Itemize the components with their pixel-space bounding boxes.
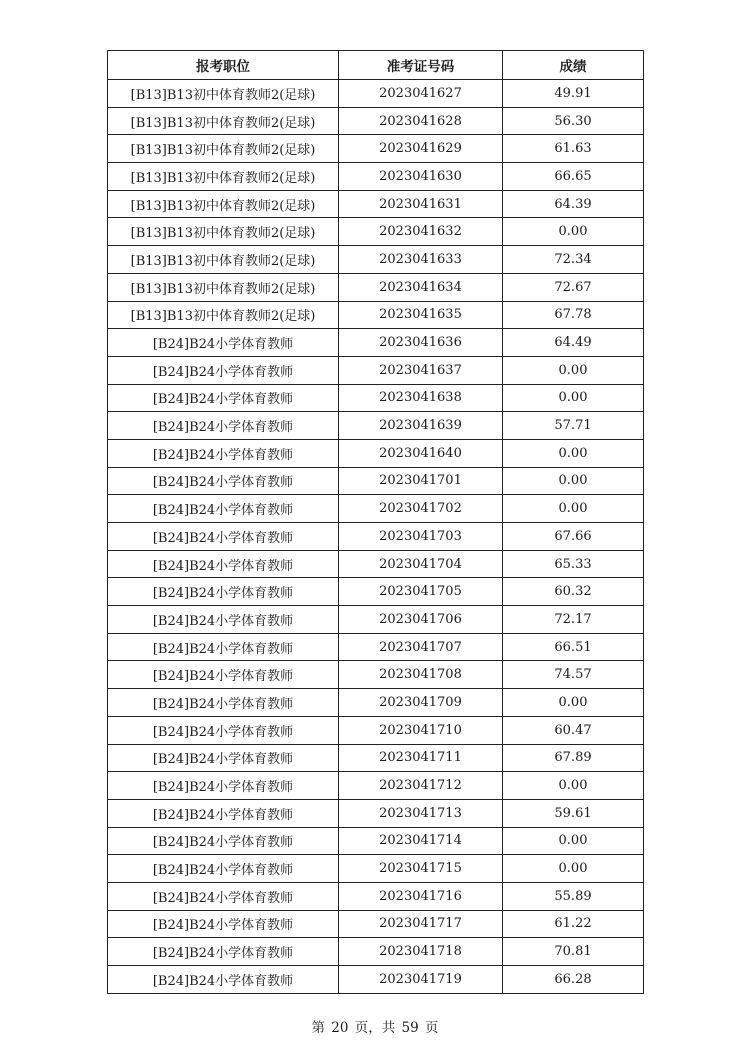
table-row <box>108 523 644 551</box>
cell-position: [B24]B24小学体育教师 <box>108 744 339 772</box>
cell-admission-number: 2023041633 <box>339 246 503 274</box>
table-row <box>108 882 644 910</box>
table-row <box>108 855 644 883</box>
cell-admission-number: 2023041629 <box>339 135 503 163</box>
cell-admission-number: 2023041711 <box>339 744 503 772</box>
cell-score: 72.34 <box>503 246 644 274</box>
cell-position: [B13]B13初中体育教师2(足球) <box>108 273 339 301</box>
cell-score: 0.00 <box>503 495 644 523</box>
cell-admission-number: 2023041707 <box>339 633 503 661</box>
cell-score: 66.51 <box>503 633 644 661</box>
table-row <box>108 938 644 966</box>
cell-position: [B24]B24小学体育教师 <box>108 384 339 412</box>
cell-position: [B24]B24小学体育教师 <box>108 439 339 467</box>
table-row <box>108 799 644 827</box>
cell-score: 66.28 <box>503 966 644 994</box>
table-row <box>108 606 644 634</box>
cell-position: [B13]B13初中体育教师2(足球) <box>108 80 339 108</box>
cell-admission-number: 2023041709 <box>339 689 503 717</box>
score-table <box>107 50 644 994</box>
table-row <box>108 578 644 606</box>
cell-score: 61.22 <box>503 910 644 938</box>
cell-admission-number: 2023041715 <box>339 855 503 883</box>
cell-position: [B24]B24小学体育教师 <box>108 633 339 661</box>
cell-position: [B24]B24小学体育教师 <box>108 356 339 384</box>
header-position: 报考职位 <box>108 51 339 80</box>
cell-admission-number: 2023041719 <box>339 966 503 994</box>
cell-admission-number: 2023041714 <box>339 827 503 855</box>
cell-score: 0.00 <box>503 218 644 246</box>
cell-score: 0.00 <box>503 439 644 467</box>
cell-admission-number: 2023041705 <box>339 578 503 606</box>
cell-admission-number: 2023041628 <box>339 107 503 135</box>
cell-admission-number: 2023041636 <box>339 329 503 357</box>
table-row <box>108 356 644 384</box>
cell-score: 0.00 <box>503 772 644 800</box>
table-header <box>108 51 644 80</box>
table-row <box>108 246 644 274</box>
cell-position: [B24]B24小学体育教师 <box>108 661 339 689</box>
cell-score: 72.17 <box>503 606 644 634</box>
cell-score: 67.66 <box>503 523 644 551</box>
table-row <box>108 910 644 938</box>
table-row <box>108 689 644 717</box>
table-row <box>108 827 644 855</box>
cell-position: [B24]B24小学体育教师 <box>108 938 339 966</box>
cell-score: 57.71 <box>503 412 644 440</box>
table-row <box>108 495 644 523</box>
cell-score: 64.39 <box>503 190 644 218</box>
cell-position: [B24]B24小学体育教师 <box>108 523 339 551</box>
cell-position: [B24]B24小学体育教师 <box>108 772 339 800</box>
cell-score: 0.00 <box>503 384 644 412</box>
cell-position: [B24]B24小学体育教师 <box>108 855 339 883</box>
cell-position: [B13]B13初中体育教师2(足球) <box>108 107 339 135</box>
table-row <box>108 163 644 191</box>
table-row <box>108 80 644 108</box>
table-row <box>108 633 644 661</box>
cell-score: 0.00 <box>503 855 644 883</box>
table-row <box>108 716 644 744</box>
cell-score: 67.89 <box>503 744 644 772</box>
cell-score: 0.00 <box>503 467 644 495</box>
cell-position: [B24]B24小学体育教师 <box>108 910 339 938</box>
cell-admission-number: 2023041634 <box>339 273 503 301</box>
table-row <box>108 467 644 495</box>
cell-score: 70.81 <box>503 938 644 966</box>
cell-position: [B24]B24小学体育教师 <box>108 689 339 717</box>
cell-score: 56.30 <box>503 107 644 135</box>
cell-score: 74.57 <box>503 661 644 689</box>
table-row <box>108 550 644 578</box>
cell-admission-number: 2023041630 <box>339 163 503 191</box>
cell-admission-number: 2023041638 <box>339 384 503 412</box>
table-row <box>108 412 644 440</box>
cell-position: [B24]B24小学体育教师 <box>108 495 339 523</box>
table-row <box>108 301 644 329</box>
cell-admission-number: 2023041701 <box>339 467 503 495</box>
cell-position: [B13]B13初中体育教师2(足球) <box>108 135 339 163</box>
table-body <box>108 80 644 994</box>
cell-admission-number: 2023041708 <box>339 661 503 689</box>
cell-score: 65.33 <box>503 550 644 578</box>
cell-position: [B24]B24小学体育教师 <box>108 467 339 495</box>
table-row <box>108 661 644 689</box>
cell-score: 66.65 <box>503 163 644 191</box>
table-row <box>108 273 644 301</box>
cell-score: 49.91 <box>503 80 644 108</box>
table-row <box>108 107 644 135</box>
cell-position: [B24]B24小学体育教师 <box>108 827 339 855</box>
cell-admission-number: 2023041718 <box>339 938 503 966</box>
header-score: 成绩 <box>503 51 644 80</box>
table-row <box>108 190 644 218</box>
cell-score: 60.32 <box>503 578 644 606</box>
header-row <box>108 51 644 80</box>
table-row <box>108 329 644 357</box>
table-row <box>108 439 644 467</box>
cell-position: [B13]B13初中体育教师2(足球) <box>108 190 339 218</box>
cell-admission-number: 2023041716 <box>339 882 503 910</box>
cell-score: 0.00 <box>503 827 644 855</box>
table-row <box>108 218 644 246</box>
cell-score: 0.00 <box>503 689 644 717</box>
cell-position: [B24]B24小学体育教师 <box>108 882 339 910</box>
cell-admission-number: 2023041710 <box>339 716 503 744</box>
cell-position: [B24]B24小学体育教师 <box>108 412 339 440</box>
cell-admission-number: 2023041627 <box>339 80 503 108</box>
cell-position: [B24]B24小学体育教师 <box>108 329 339 357</box>
cell-score: 59.61 <box>503 799 644 827</box>
cell-admission-number: 2023041706 <box>339 606 503 634</box>
cell-position: [B24]B24小学体育教师 <box>108 550 339 578</box>
cell-position: [B24]B24小学体育教师 <box>108 606 339 634</box>
cell-position: [B13]B13初中体育教师2(足球) <box>108 301 339 329</box>
cell-admission-number: 2023041635 <box>339 301 503 329</box>
cell-admission-number: 2023041713 <box>339 799 503 827</box>
cell-score: 67.78 <box>503 301 644 329</box>
cell-admission-number: 2023041702 <box>339 495 503 523</box>
cell-admission-number: 2023041640 <box>339 439 503 467</box>
cell-admission-number: 2023041703 <box>339 523 503 551</box>
table-row <box>108 384 644 412</box>
cell-admission-number: 2023041632 <box>339 218 503 246</box>
table-row <box>108 744 644 772</box>
table-row <box>108 772 644 800</box>
cell-position: [B24]B24小学体育教师 <box>108 966 339 994</box>
cell-score: 55.89 <box>503 882 644 910</box>
cell-position: [B24]B24小学体育教师 <box>108 716 339 744</box>
cell-score: 72.67 <box>503 273 644 301</box>
cell-position: [B13]B13初中体育教师2(足球) <box>108 246 339 274</box>
cell-score: 60.47 <box>503 716 644 744</box>
cell-admission-number: 2023041631 <box>339 190 503 218</box>
table-row <box>108 966 644 994</box>
cell-score: 0.00 <box>503 356 644 384</box>
table-row <box>108 135 644 163</box>
cell-position: [B13]B13初中体育教师2(足球) <box>108 163 339 191</box>
cell-admission-number: 2023041639 <box>339 412 503 440</box>
cell-position: [B13]B13初中体育教师2(足球) <box>108 218 339 246</box>
cell-admission-number: 2023041712 <box>339 772 503 800</box>
cell-admission-number: 2023041637 <box>339 356 503 384</box>
cell-score: 64.49 <box>503 329 644 357</box>
page-number: 第 20 页，共 59 页 <box>311 1020 439 1036</box>
cell-position: [B24]B24小学体育教师 <box>108 799 339 827</box>
header-admission-number: 准考证号码 <box>339 51 503 80</box>
cell-score: 61.63 <box>503 135 644 163</box>
cell-position: [B24]B24小学体育教师 <box>108 578 339 606</box>
cell-admission-number: 2023041704 <box>339 550 503 578</box>
cell-admission-number: 2023041717 <box>339 910 503 938</box>
